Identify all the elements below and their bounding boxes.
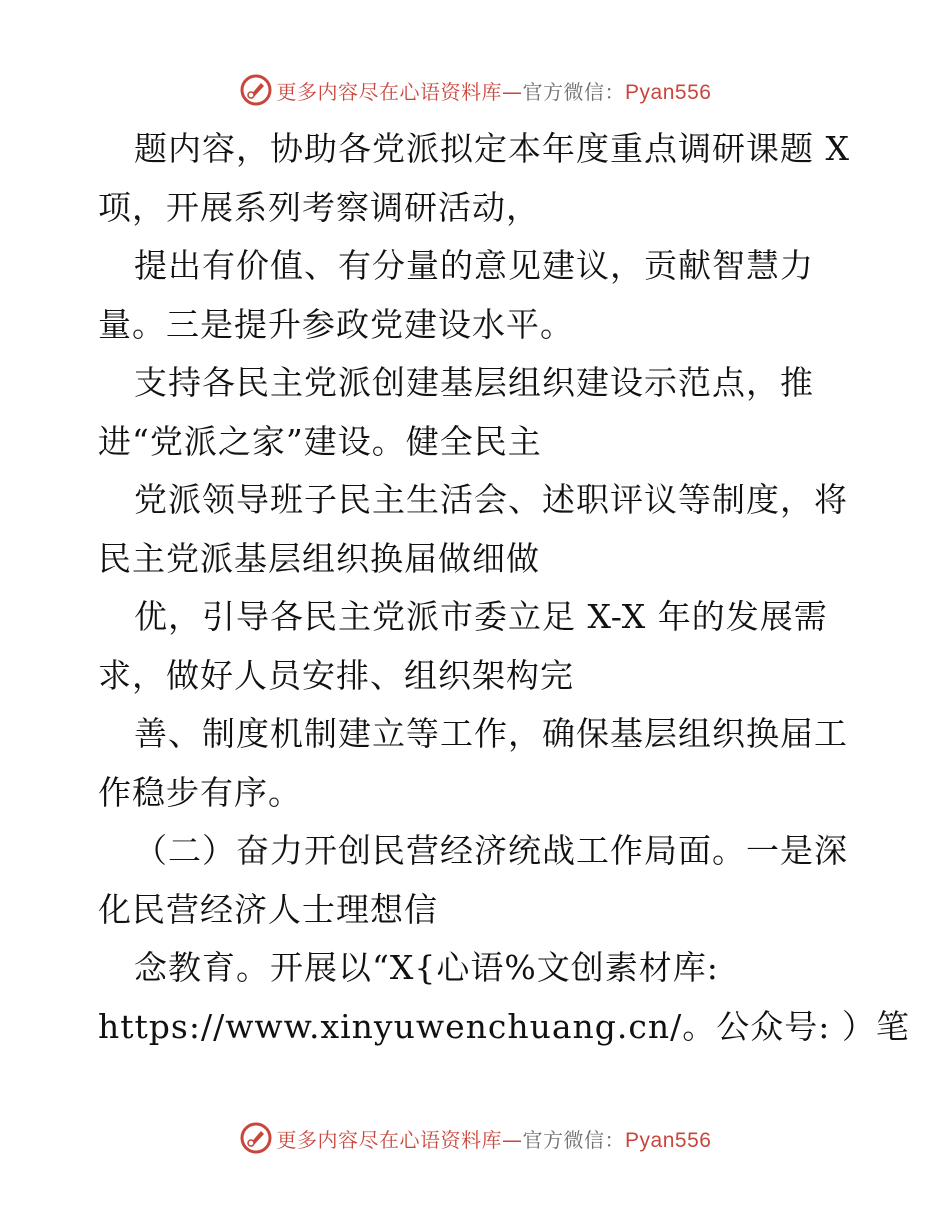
brand-logo-icon [239,73,273,107]
header-watermark [0,68,950,112]
watermark-main: 更多内容尽在心语资料库 [276,1127,503,1152]
text-line: 支持各民主党派创建基层组织建设示范点，推 [134,363,814,402]
text-line: 项，开展系列考察调研活动， [98,187,540,227]
watermark-wechat-id: Pyan556 [625,1128,712,1152]
watermark-wechat-id: Pyan556 [625,80,712,104]
text-line: https://www.xinyuwenchuang.cn/。公众号: ）笔 [98,1006,910,1046]
watermark-wechat-label: 官方微信： [522,1127,626,1152]
watermark-wechat-label: 官方微信： [522,79,626,104]
text-line: （二）奋力开创民营经济统战工作局面。一是深 [134,831,848,870]
text-line: 题内容，协助各党派拟定本年度重点调研课题 X [134,129,850,168]
text-line: 化民营经济人士理想信 [98,889,438,929]
footer-watermark [0,1116,950,1160]
text-line: 优，引导各民主党派市委立足 X-X 年的发展需 [134,597,828,636]
watermark-dash: — [502,79,523,104]
watermark-text [277,76,712,105]
text-line: 量。三是提升参政党建设水平。 [98,304,574,344]
watermark-dash: — [502,1127,523,1152]
text-line: 提出有价值、有分量的意见建议，贡献智慧力 [134,246,814,285]
watermark-text [277,1124,712,1153]
text-line: 民主党派基层组织换届做细做 [98,538,540,578]
brand-logo-icon [239,1121,273,1155]
text-line: 求，做好人员安排、组织架构完 [98,655,574,695]
text-line: 进“党派之家”建设。健全民主 [98,421,542,461]
document-body [98,120,910,1056]
watermark-main: 更多内容尽在心语资料库 [276,79,503,104]
text-line: 作稳步有序。 [98,772,302,812]
text-line: 善、制度机制建立等工作，确保基层组织换届工 [134,714,848,753]
text-line: 党派领导班子民主生活会、述职评议等制度，将 [134,480,848,519]
text-line: 念教育。开展以“X{心语%文创素材库: [134,948,719,987]
